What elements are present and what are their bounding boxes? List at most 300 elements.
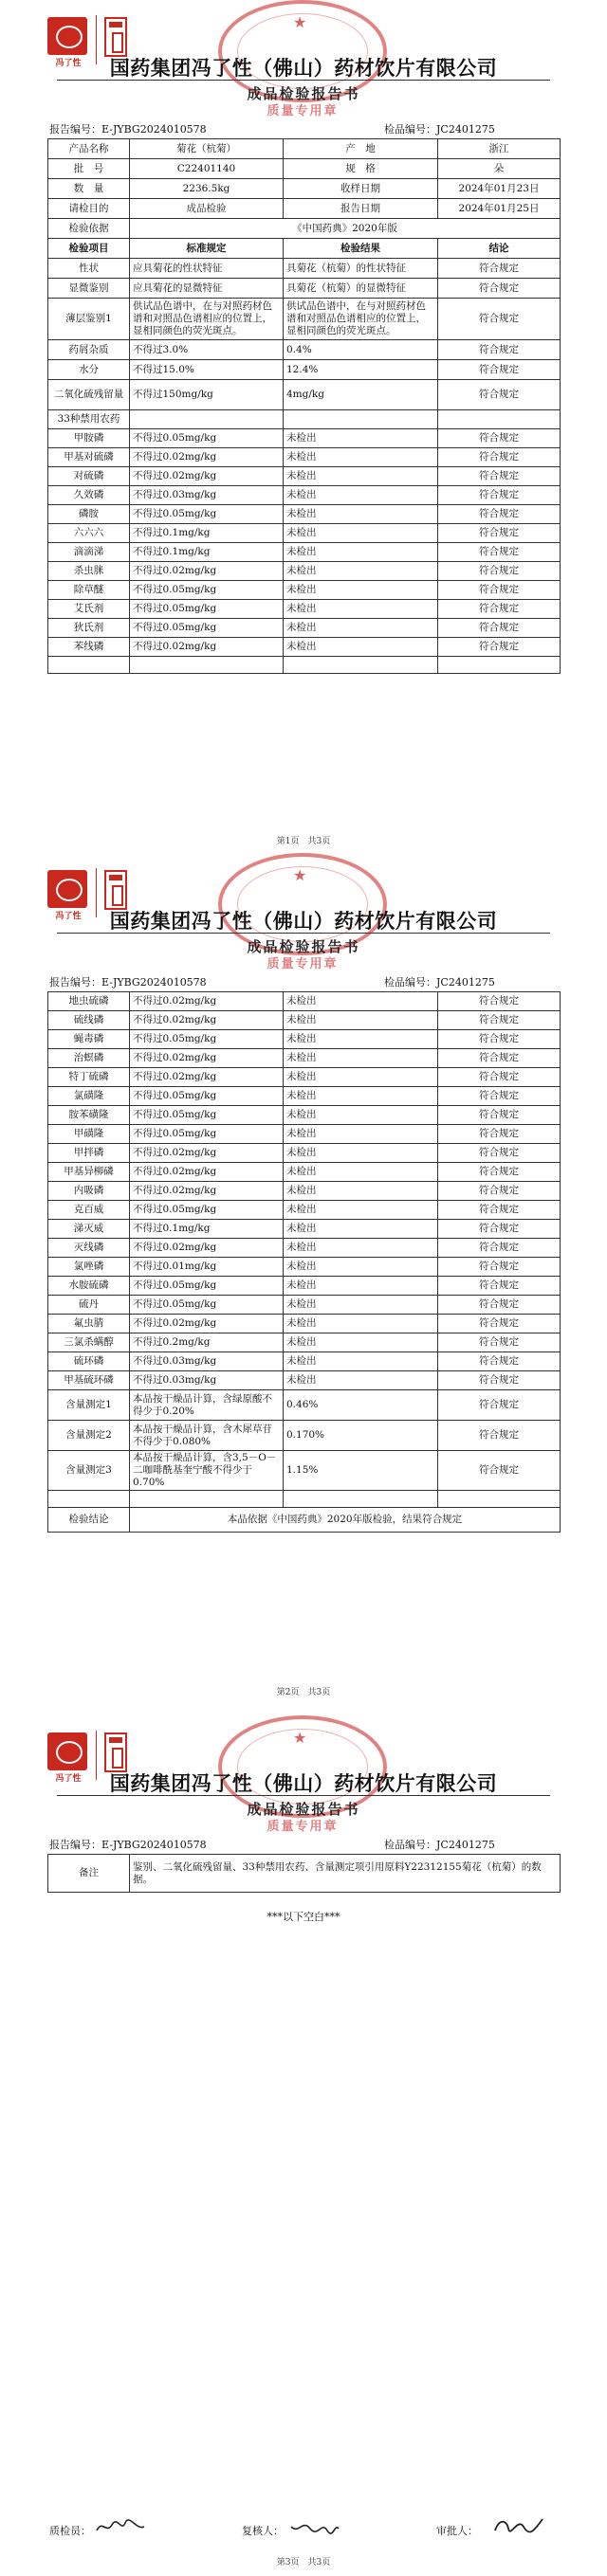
- test-item: 甲基硫环磷: [48, 1371, 130, 1390]
- table-row: [48, 1220, 561, 1239]
- page-header: [0, 0, 607, 118]
- test-item: 对硫磷: [48, 467, 130, 486]
- test-standard: 不得过0.03mg/kg: [130, 1352, 284, 1371]
- test-conclusion: 符合规定: [438, 380, 561, 410]
- remark-row: [48, 1855, 561, 1893]
- blank-row: [48, 1491, 561, 1508]
- test-item: 薄层鉴别1: [48, 299, 130, 340]
- test-standard: 不得过0.2mg/kg: [130, 1333, 284, 1352]
- empty-cell: [438, 1491, 561, 1508]
- test-conclusion: 符合规定: [438, 1220, 561, 1239]
- test-result: 未检出: [284, 581, 438, 600]
- test-item: 甲基对硫磷: [48, 448, 130, 467]
- test-item: 六六六: [48, 524, 130, 543]
- verdict-row: [48, 1508, 561, 1533]
- test-result: 未检出: [284, 1333, 438, 1352]
- test-standard: 不得过0.05mg/kg: [130, 1277, 284, 1296]
- test-conclusion: 符合规定: [438, 299, 561, 340]
- test-conclusion: 符合规定: [438, 1421, 561, 1451]
- basis-label: 检验依据: [48, 219, 130, 239]
- header-rule: [57, 933, 550, 934]
- test-conclusion: 符合规定: [438, 259, 561, 279]
- test-item: 甲基异柳磷: [48, 1163, 130, 1182]
- test-standard: 不得过0.03mg/kg: [130, 1371, 284, 1390]
- empty-cell: [48, 1491, 130, 1508]
- receive-date-label: 收样日期: [284, 179, 438, 199]
- test-item: 涕灭威: [48, 1220, 130, 1239]
- stamp-label: 质量专用章: [267, 1820, 339, 1834]
- test-conclusion: 符合规定: [438, 1106, 561, 1125]
- test-item: 硫丹: [48, 1296, 130, 1315]
- test-result: 未检出: [284, 1163, 438, 1182]
- test-item: 三氯杀螨醇: [48, 1333, 130, 1352]
- test-result: 未检出: [284, 562, 438, 581]
- test-standard: 不得过0.05mg/kg: [130, 1296, 284, 1315]
- report-number: 报告编号：E-JYBG2024010578: [49, 976, 207, 989]
- test-item: 甲磺隆: [48, 1125, 130, 1144]
- test-conclusion: 符合规定: [438, 1125, 561, 1144]
- report-number: 报告编号：E-JYBG2024010578: [49, 1839, 207, 1851]
- test-conclusion: 符合规定: [438, 486, 561, 505]
- test-conclusion: 符合规定: [438, 1144, 561, 1163]
- table-row: [48, 1277, 561, 1296]
- test-item: 性状: [48, 259, 130, 279]
- test-standard: 应具菊花的性状特征: [130, 259, 284, 279]
- table-row: [48, 562, 561, 581]
- info-row: [48, 159, 561, 179]
- empty-cell: [438, 657, 561, 674]
- test-conclusion: 符合规定: [438, 524, 561, 543]
- table-row: [48, 581, 561, 600]
- test-item: 地虫硫磷: [48, 992, 130, 1011]
- report-table-page2: [47, 991, 561, 1533]
- test-conclusion: 符合规定: [438, 1201, 561, 1220]
- table-row: [48, 1258, 561, 1277]
- empty-cell: [438, 410, 561, 429]
- test-standard: 不得过0.1mg/kg: [130, 524, 284, 543]
- test-standard: 不得过0.03mg/kg: [130, 486, 284, 505]
- report-date-label: 报告日期: [284, 199, 438, 219]
- reviewer-signature-label: 复核人：: [242, 2525, 284, 2537]
- test-item: 甲拌磷: [48, 1144, 130, 1163]
- company-name: 国药集团冯了性（佛山）药材饮片有限公司: [109, 910, 498, 933]
- origin-label: 产 地: [284, 139, 438, 159]
- table-row: [48, 1390, 561, 1421]
- table-row: [48, 638, 561, 657]
- test-result: 未检出: [284, 467, 438, 486]
- quantity-label: 数 量: [48, 179, 130, 199]
- test-item: 显微鉴别: [48, 279, 130, 299]
- test-result: 未检出: [284, 524, 438, 543]
- table-row: [48, 1333, 561, 1352]
- test-conclusion: 符合规定: [438, 1390, 561, 1421]
- table-row: [48, 524, 561, 543]
- page-3: [0, 1715, 607, 2576]
- test-standard: 不得过0.02mg/kg: [130, 467, 284, 486]
- test-standard: 不得过0.02mg/kg: [130, 1163, 284, 1182]
- tester-signature-label: 质检员：: [49, 2525, 91, 2537]
- test-standard: 不得过0.1mg/kg: [130, 543, 284, 562]
- test-standard: 不得过0.02mg/kg: [130, 1049, 284, 1068]
- test-item: 蝇毒磷: [48, 1030, 130, 1049]
- test-result: 未检出: [284, 992, 438, 1011]
- test-standard: 不得过0.02mg/kg: [130, 992, 284, 1011]
- table-row: [48, 1163, 561, 1182]
- test-item: 杀虫脒: [48, 562, 130, 581]
- table-row: [48, 1421, 561, 1451]
- test-conclusion: 符合规定: [438, 992, 561, 1011]
- origin-value: 浙江: [438, 139, 561, 159]
- remark-table: [47, 1854, 561, 1893]
- table-row: [48, 340, 561, 360]
- test-standard: 不得过0.05mg/kg: [130, 581, 284, 600]
- test-result: 具菊花（杭菊）的性状特征: [284, 259, 438, 279]
- test-standard: 本品按干燥品计算，含3,5－O－二咖啡酰基奎宁酸不得少于0.70%: [130, 1451, 284, 1491]
- end-mark: ***以下空白***: [267, 1911, 340, 1923]
- col-item: 检验项目: [48, 239, 130, 259]
- test-result: 供试品色谱中，在与对照药材色谱和对照品色谱相应的位置上，显相同颜色的荧光斑点。: [284, 299, 438, 340]
- test-result: 未检出: [284, 429, 438, 448]
- page-footer: 第1页 共3页: [276, 837, 331, 846]
- test-standard: 不得过0.05mg/kg: [130, 1030, 284, 1049]
- logo-caption: 冯了性: [55, 59, 82, 68]
- company-name: 国药集团冯了性（佛山）药材饮片有限公司: [109, 1772, 498, 1795]
- table-row: [48, 299, 561, 340]
- stamp-star-icon: ★: [293, 866, 307, 884]
- stamp-star-icon: ★: [293, 1729, 307, 1747]
- test-conclusion: 符合规定: [438, 279, 561, 299]
- receive-date-value: 2024年01月23日: [438, 179, 561, 199]
- test-standard: 不得过150mg/kg: [130, 380, 284, 410]
- tester-signature-icon: [95, 2517, 146, 2536]
- test-item: 含量测定1: [48, 1390, 130, 1421]
- test-standard: 应具菊花的显微特征: [130, 279, 284, 299]
- reviewer-signature-icon: [289, 2517, 340, 2536]
- header-rule: [57, 1795, 550, 1796]
- test-result: 未检出: [284, 1352, 438, 1371]
- spec-label: 规 格: [284, 159, 438, 179]
- pesticide-header: 33种禁用农药: [48, 410, 130, 429]
- test-result: 未检出: [284, 1220, 438, 1239]
- test-standard: 本品按干燥品计算，含木犀草苷不得少于0.080%: [130, 1421, 284, 1451]
- report-date-value: 2024年01月25日: [438, 199, 561, 219]
- test-result: 未检出: [284, 486, 438, 505]
- test-result: 1.15%: [284, 1451, 438, 1491]
- test-result: 未检出: [284, 1087, 438, 1106]
- test-result: 未检出: [284, 505, 438, 524]
- test-item: 药屑杂质: [48, 340, 130, 360]
- test-standard: 不得过0.05mg/kg: [130, 600, 284, 619]
- test-result: 未检出: [284, 1106, 438, 1125]
- test-item: 氯磺隆: [48, 1087, 130, 1106]
- test-standard: 本品按干燥品计算，含绿原酸不得少于0.20%: [130, 1390, 284, 1421]
- page-header: [0, 853, 607, 971]
- test-conclusion: 符合规定: [438, 543, 561, 562]
- table-row: [48, 279, 561, 299]
- col-result: 检验结果: [284, 239, 438, 259]
- table-row: [48, 1239, 561, 1258]
- test-item: 滴滴涕: [48, 543, 130, 562]
- test-result: 未检出: [284, 1239, 438, 1258]
- test-standard: 不得过15.0%: [130, 360, 284, 380]
- table-row: [48, 1068, 561, 1087]
- table-row: [48, 1049, 561, 1068]
- test-conclusion: 符合规定: [438, 1333, 561, 1352]
- test-item: 特丁硫磷: [48, 1068, 130, 1087]
- test-conclusion: 符合规定: [438, 600, 561, 619]
- table-row: [48, 448, 561, 467]
- test-conclusion: 符合规定: [438, 562, 561, 581]
- page-header: [0, 1715, 607, 1834]
- pesticide-header-row: [48, 410, 561, 429]
- test-result: 未检出: [284, 1371, 438, 1390]
- test-result: 未检出: [284, 1315, 438, 1333]
- stamp-star-icon: ★: [293, 13, 307, 31]
- test-standard: 不得过0.02mg/kg: [130, 1315, 284, 1333]
- empty-cell: [284, 1491, 438, 1508]
- test-result: 未检出: [284, 1068, 438, 1087]
- test-result: 0.4%: [284, 340, 438, 360]
- test-item: 克百威: [48, 1201, 130, 1220]
- product-info: [48, 139, 561, 259]
- test-item: 氟虫腈: [48, 1315, 130, 1333]
- table-row: [48, 1296, 561, 1315]
- test-conclusion: 符合规定: [438, 1239, 561, 1258]
- test-result: 未检出: [284, 1201, 438, 1220]
- test-item: 内吸磷: [48, 1182, 130, 1201]
- test-item: 艾氏剂: [48, 600, 130, 619]
- batch-value: C22401140: [130, 159, 284, 179]
- page-1: [0, 0, 607, 853]
- table-row: [48, 1030, 561, 1049]
- test-conclusion: 符合规定: [438, 1068, 561, 1087]
- table-row: [48, 1125, 561, 1144]
- test-conclusion: 符合规定: [438, 429, 561, 448]
- page-footer: 第3页 共3页: [276, 2558, 331, 2567]
- table-row: [48, 1144, 561, 1163]
- table-tail: [48, 1491, 561, 1533]
- test-result: 未检出: [284, 1125, 438, 1144]
- test-standard: 不得过0.05mg/kg: [130, 429, 284, 448]
- verdict-text: 本品依据《中国药典》2020年版检验，结果符合规定: [130, 1508, 561, 1533]
- header-rule: [57, 80, 550, 81]
- test-item: 狄氏剂: [48, 619, 130, 638]
- test-item: 含量测定3: [48, 1451, 130, 1491]
- test-result: 未检出: [284, 1011, 438, 1030]
- test-standard: 不得过0.05mg/kg: [130, 1201, 284, 1220]
- test-standard: 不得过0.05mg/kg: [130, 1125, 284, 1144]
- test-result: 未检出: [284, 543, 438, 562]
- test-conclusion: 符合规定: [438, 1163, 561, 1182]
- test-item: 水胺硫磷: [48, 1277, 130, 1296]
- test-item: 胺苯磺隆: [48, 1106, 130, 1125]
- test-item: 二氧化硫残留量: [48, 380, 130, 410]
- company-logo-icon: [47, 1732, 87, 1770]
- test-conclusion: 符合规定: [438, 638, 561, 657]
- test-conclusion: 符合规定: [438, 1087, 561, 1106]
- test-conclusion: 符合规定: [438, 1182, 561, 1201]
- test-standard: 不得过3.0%: [130, 340, 284, 360]
- table-row: [48, 1451, 561, 1491]
- test-standard: 不得过0.05mg/kg: [130, 505, 284, 524]
- report-title: 成品检验报告书: [247, 938, 360, 955]
- test-result: 4mg/kg: [284, 380, 438, 410]
- info-row: [48, 219, 561, 239]
- test-standard: 不得过0.02mg/kg: [130, 1239, 284, 1258]
- company-name: 国药集团冯了性（佛山）药材饮片有限公司: [109, 57, 498, 80]
- table-row: [48, 600, 561, 619]
- report-title: 成品检验报告书: [247, 1801, 360, 1818]
- product-label: 产品名称: [48, 139, 130, 159]
- table-row: [48, 1011, 561, 1030]
- test-item: 甲胺磷: [48, 429, 130, 448]
- table-row: [48, 1182, 561, 1201]
- assay-results: [48, 1390, 561, 1491]
- table-row: [48, 619, 561, 638]
- approver-signature-icon: [493, 2515, 544, 2534]
- quantity-value: 2236.5kg: [130, 179, 284, 199]
- test-standard: 不得过0.02mg/kg: [130, 562, 284, 581]
- test-conclusion: 符合规定: [438, 1296, 561, 1315]
- empty-cell: [130, 1491, 284, 1508]
- test-result: 未检出: [284, 1258, 438, 1277]
- column-header-row: [48, 239, 561, 259]
- remark-label: 备注: [48, 1855, 130, 1893]
- table-row: [48, 467, 561, 486]
- test-item: 久效磷: [48, 486, 130, 505]
- test-conclusion: 符合规定: [438, 1277, 561, 1296]
- stamp-label: 质量专用章: [267, 104, 339, 118]
- table-row: [48, 486, 561, 505]
- test-result: 未检出: [284, 1144, 438, 1163]
- test-result: 未检出: [284, 600, 438, 619]
- pesticide-results-page1: [48, 429, 561, 657]
- test-item: 苯线磷: [48, 638, 130, 657]
- test-item: 硫线磷: [48, 1011, 130, 1030]
- blank-row: [48, 657, 561, 674]
- empty-cell: [284, 410, 438, 429]
- pesticide-results-page2: [48, 992, 561, 1390]
- table-row: [48, 360, 561, 380]
- test-result: 未检出: [284, 1182, 438, 1201]
- batch-label: 批 号: [48, 159, 130, 179]
- test-result: 未检出: [284, 1030, 438, 1049]
- test-conclusion: 符合规定: [438, 448, 561, 467]
- pesticide-section: [48, 410, 561, 429]
- spec-value: 朵: [438, 159, 561, 179]
- info-row: [48, 179, 561, 199]
- info-row: [48, 199, 561, 219]
- test-result: 未检出: [284, 619, 438, 638]
- company-logo-icon: [47, 17, 87, 55]
- table-row: [48, 1371, 561, 1390]
- empty-cell: [284, 657, 438, 674]
- test-result: 未检出: [284, 1296, 438, 1315]
- test-result: 未检出: [284, 448, 438, 467]
- test-conclusion: 符合规定: [438, 340, 561, 360]
- check-number: 检品编号：JC2401275: [384, 123, 495, 136]
- test-conclusion: 符合规定: [438, 505, 561, 524]
- table-row: [48, 1201, 561, 1220]
- check-number: 检品编号：JC2401275: [384, 1839, 495, 1851]
- table-row: [48, 543, 561, 562]
- test-conclusion: 符合规定: [438, 1451, 561, 1491]
- table-row: [48, 259, 561, 279]
- test-item: 水分: [48, 360, 130, 380]
- test-result: 未检出: [284, 1049, 438, 1068]
- test-standard: 不得过0.05mg/kg: [130, 619, 284, 638]
- page-2: [0, 853, 607, 1715]
- test-item: 硫环磷: [48, 1352, 130, 1371]
- check-number: 检品编号：JC2401275: [384, 976, 495, 989]
- logo-caption: 冯了性: [55, 1774, 82, 1784]
- test-standard: 不得过0.1mg/kg: [130, 1220, 284, 1239]
- table-row: [48, 505, 561, 524]
- test-result: 0.46%: [284, 1390, 438, 1421]
- test-conclusion: 符合规定: [438, 1049, 561, 1068]
- test-standard: 不得过0.02mg/kg: [130, 1068, 284, 1087]
- table-row: [48, 992, 561, 1011]
- test-item: 除草醚: [48, 581, 130, 600]
- seal-logo-icon: [104, 870, 127, 910]
- test-result: 未检出: [284, 638, 438, 657]
- remark-text: 鉴别、二氧化硫残留量、33种禁用农药、含量测定项引用原料Y22312155菊花（杭菊）的数据。: [130, 1855, 561, 1893]
- test-result: 12.4%: [284, 360, 438, 380]
- verdict-label: 检验结论: [48, 1508, 130, 1533]
- basis-value: 《中国药典》2020年版: [130, 219, 561, 239]
- table-tail: [48, 657, 561, 674]
- company-logo-icon: [47, 870, 87, 908]
- test-conclusion: 符合规定: [438, 360, 561, 380]
- table-row: [48, 1087, 561, 1106]
- test-standard: 不得过0.02mg/kg: [130, 1182, 284, 1201]
- purpose-value: 成品检验: [130, 199, 284, 219]
- test-item: 磷胺: [48, 505, 130, 524]
- test-standard: 不得过0.02mg/kg: [130, 1144, 284, 1163]
- test-item: 治螟磷: [48, 1049, 130, 1068]
- test-standard: 不得过0.05mg/kg: [130, 1106, 284, 1125]
- report-title: 成品检验报告书: [247, 85, 360, 102]
- report-number: 报告编号：E-JYBG2024010578: [49, 123, 207, 136]
- stamp-label: 质量专用章: [267, 957, 339, 971]
- test-conclusion: 符合规定: [438, 619, 561, 638]
- test-result: 未检出: [284, 1277, 438, 1296]
- empty-cell: [48, 657, 130, 674]
- logo-caption: 冯了性: [55, 912, 82, 921]
- table-row: [48, 380, 561, 410]
- table-row: [48, 1106, 561, 1125]
- test-standard: 不得过0.02mg/kg: [130, 1011, 284, 1030]
- test-conclusion: 符合规定: [438, 581, 561, 600]
- product-value: 菊花（杭菊）: [130, 139, 284, 159]
- empty-cell: [130, 410, 284, 429]
- test-standard: 不得过0.02mg/kg: [130, 638, 284, 657]
- page-footer: 第2页 共3页: [276, 1688, 331, 1697]
- empty-cell: [130, 657, 284, 674]
- approver-signature-label: 审批人：: [436, 2525, 478, 2537]
- test-conclusion: 符合规定: [438, 467, 561, 486]
- test-item: 灭线磷: [48, 1239, 130, 1258]
- seal-logo-icon: [104, 1732, 127, 1772]
- test-result: 具菊花（杭菊）的显微特征: [284, 279, 438, 299]
- table-row: [48, 1315, 561, 1333]
- test-item: 含量测定2: [48, 1421, 130, 1451]
- test-conclusion: 符合规定: [438, 1315, 561, 1333]
- report-table-page1: [47, 138, 561, 674]
- col-standard: 标准规定: [130, 239, 284, 259]
- purpose-label: 请检目的: [48, 199, 130, 219]
- test-standard: 供试品色谱中，在与对照药材色谱和对照品色谱相应的位置上，显相同颜色的荧光斑点。: [130, 299, 284, 340]
